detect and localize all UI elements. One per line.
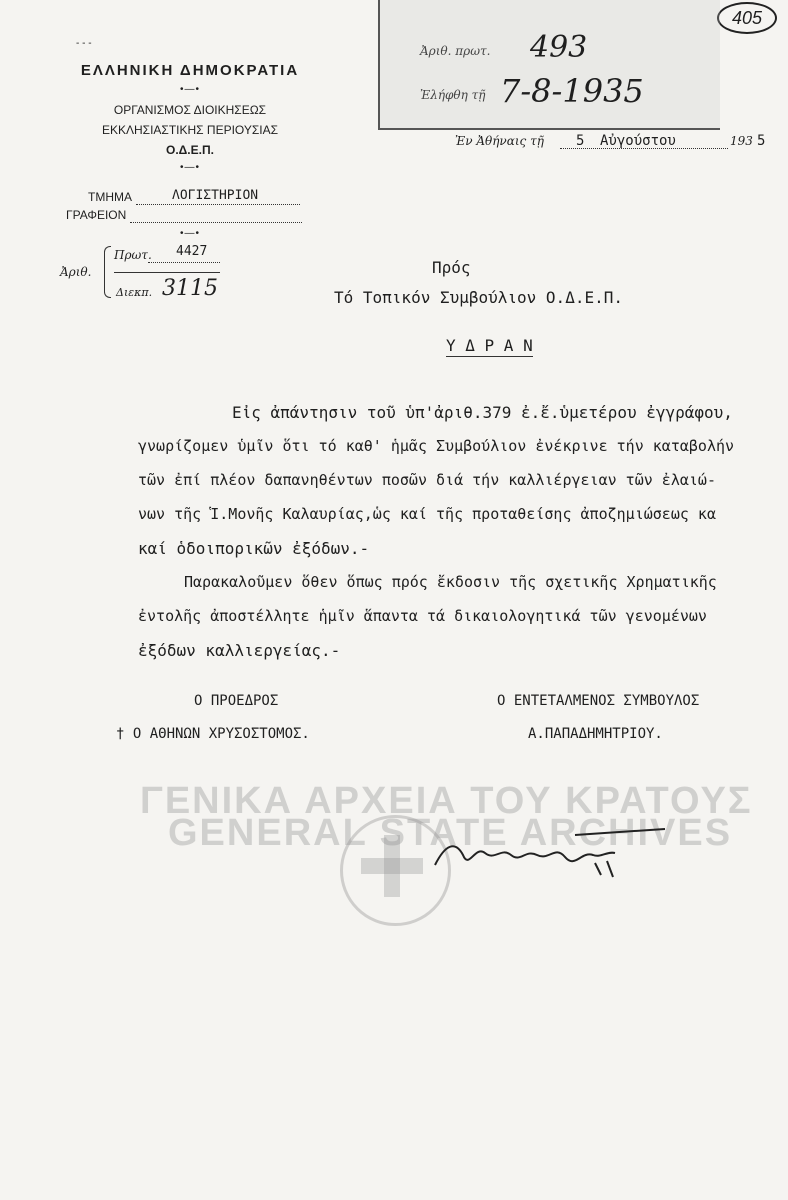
recipient-place: Υ Δ Ρ Α Ν	[446, 336, 533, 355]
diekp-value: 3115	[162, 276, 218, 301]
dateline-day: 5	[576, 133, 585, 149]
body-line: νων τῆς Ἱ.Μονῆς Καλαυρίας,ὡς καί τῆς προταθείσης ἀποζημιώσεως κα	[138, 505, 716, 523]
divider: •—•	[179, 84, 200, 95]
body-line: καί ὁδοιπορικῶν ἐξόδων.-	[138, 539, 370, 558]
stamp-arith-label: Ἀριθ. πρωτ.	[420, 44, 491, 58]
body-line: γνωρίζομεν ὑμῖν ὅτι τό καθ' ἡμᾶς Συμβούλιον ἐνέκρινε τήν καταβολήν	[138, 437, 735, 455]
org-line1: ΟΡΓΑΝΙΣΜΟΣ ΔΙΟΙΚΗΣΕΩΣ	[113, 103, 267, 117]
divider: •—•	[179, 162, 200, 173]
section-label: ΤΜΗΜΑ	[88, 190, 132, 204]
received-stamp	[378, 0, 720, 130]
left-signatory-title: Ο ΠΡΟΕΔΡΟΣ	[194, 693, 279, 709]
body-line: Παρακαλοῦμεν ὅθεν ὅπως πρός ἔκδοσιν τῆς σχετικῆς Χρηματικῆς	[184, 573, 717, 591]
page-number: 405	[717, 2, 777, 34]
dateline-year-prefix: 193	[730, 134, 753, 148]
dateline-prefix: Ἐν Ἀθήναις τῇ	[455, 134, 544, 148]
org-line2: ΕΚΚΛΗΣΙΑΣΤΙΚΗΣ ΠΕΡΙΟΥΣΙΑΣ	[101, 123, 279, 137]
dateline-month: Αὐγούστου	[600, 133, 676, 149]
bracket	[104, 246, 111, 298]
office-line	[130, 208, 302, 223]
prot-value: 4427	[176, 244, 208, 259]
stamp-date-label: Ἐλήφθη τῇ	[420, 88, 486, 102]
body-line: Εἰς ἀπάντησιν τοῦ ὑπ'ἀριθ.379 ἐ.ἔ.ὑμετέρου ἐγγράφου,	[232, 403, 733, 422]
recipient-pros: Πρός	[432, 258, 471, 277]
body-line: τῶν ἐπί πλέον δαπανηθέντων ποσῶν διά τήν καλλιέργειαν τῶν ἐλαιώ-	[138, 471, 716, 489]
watermark-cross	[361, 858, 423, 874]
prot-label: Πρωτ.	[114, 248, 152, 262]
body-line: ἐντολῆς ἀποστέλλητε ἡμῖν ἅπαντα τά δικαιολογητικά τῶν γενομένων	[138, 607, 707, 625]
stamp-date-value: 7-8-1935	[500, 72, 644, 110]
office-label: ΓΡΑΦΕΙΟΝ	[66, 208, 127, 222]
right-signatory-title: Ο ΕΝΤΕΤΑΛΜΕΝΟΣ ΣΥΜΒΟΥΛΟΣ	[497, 693, 700, 709]
dateline-year-suffix: 5	[757, 133, 766, 149]
right-signatory-name: Α.ΠΑΠΑΔΗΜΗΤΡΙΟΥ.	[528, 726, 663, 742]
watermark-english: GENERAL STATE ARCHIVES	[168, 812, 733, 854]
corner-mark: - - -	[76, 38, 92, 49]
diekp-label: Διεκπ.	[116, 286, 153, 299]
arith-label: Ἀριθ.	[60, 265, 92, 279]
left-signatory-name: † Ο ΑΘΗΝΩΝ ΧΡΥΣΟΣΤΟΜΟΣ.	[116, 726, 310, 742]
body-line: ἐξόδων καλλιεργείας.-	[138, 641, 341, 660]
handwritten-signature	[425, 825, 675, 885]
watermark-greek: ΓΕΝΙΚΑ ΑΡΧΕΙΑ ΤΟΥ ΚΡΑΤΟΥΣ	[140, 780, 753, 822]
ref-separator	[114, 272, 220, 273]
stamp-arith-value: 493	[530, 30, 588, 65]
org-abbr: Ο.Δ.Ε.Π.	[166, 143, 214, 157]
section-value: ΛΟΓΙΣΤΗΡΙΟΝ	[172, 188, 259, 203]
country-heading: ΕΛΛΗΝΙΚΗ ΔΗΜΟΚΡΑΤΙΑ	[80, 62, 300, 79]
divider: •—•	[179, 228, 200, 239]
recipient-name: Τό Τοπικόν Συμβούλιον Ο.Δ.Ε.Π.	[334, 288, 623, 307]
